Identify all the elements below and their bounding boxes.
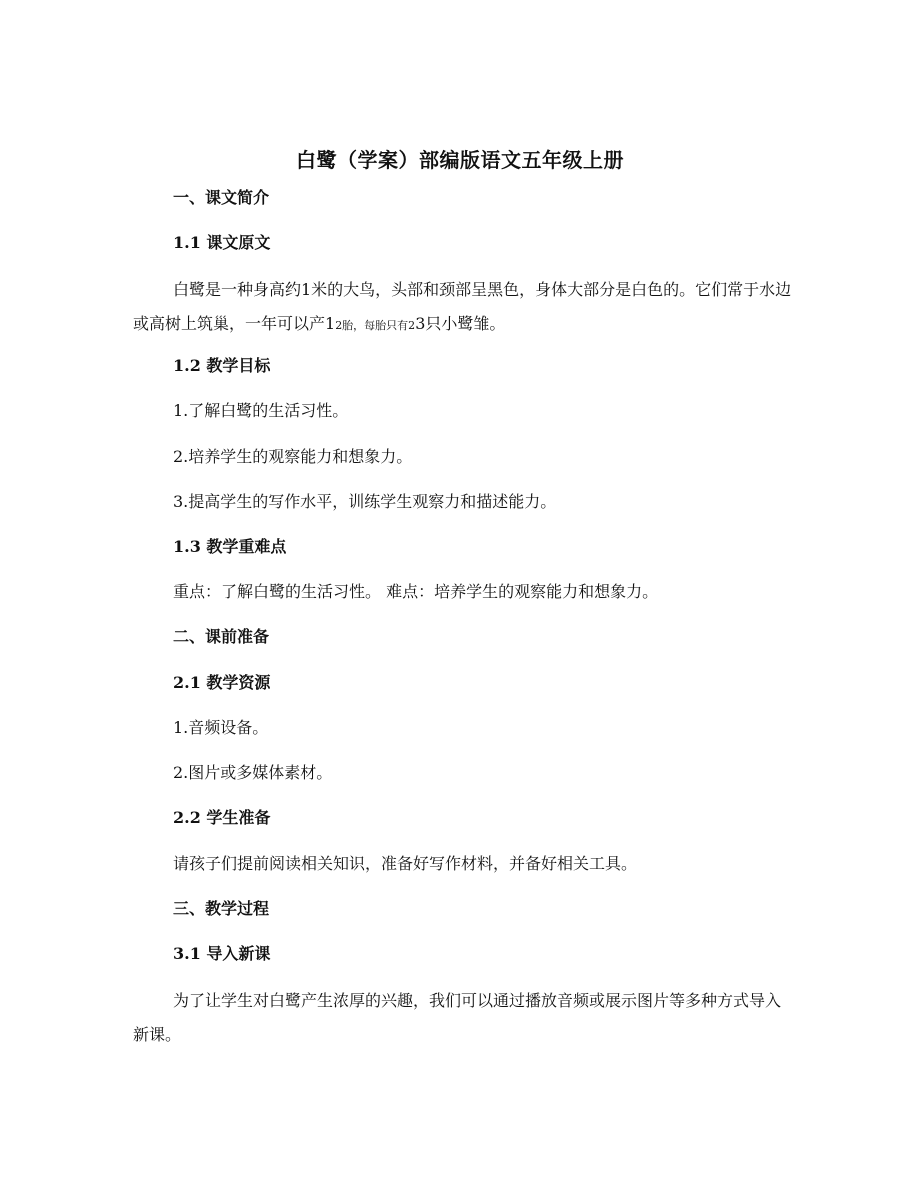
section-1-1-heading: 1.1 课文原文 — [173, 233, 271, 252]
goal-item: 1.了解白鹭的生活习性。 — [173, 401, 349, 420]
section-3-1-heading: 3.1 导入新课 — [173, 944, 271, 963]
section-1-1-text-b: 3只小鹭雏。 — [415, 314, 506, 333]
section-2-heading: 二、课前准备 — [173, 627, 270, 646]
section-1-heading: 一、课文简介 — [173, 188, 270, 207]
section-3-heading: 三、教学过程 — [173, 899, 270, 918]
section-2-1-heading: 2.1 教学资源 — [173, 673, 271, 692]
section-1-2-heading: 1.2 教学目标 — [173, 356, 271, 375]
goal-item: 3.提高学生的写作水平，训练学生观察力和描述能力。 — [173, 492, 557, 511]
goal-item: 2.培养学生的观察能力和想象力。 — [173, 447, 413, 466]
document-title: 白鹭（学案）部编版语文五年级上册 — [296, 148, 624, 172]
section-1-1-text — [133, 273, 793, 343]
resource-item: 1.音频设备。 — [173, 718, 269, 737]
section-1-3-text: 重点：了解白鹭的生活习性。 难点：培养学生的观察能力和想象力。 — [173, 582, 659, 601]
section-1-1-text-small: 2胎，每胎只有2 — [335, 319, 416, 332]
section-1-1-text-a: 白鹭是一种身高约1米的大鸟，头部和颈部呈黑色，身体大部分是白色的。它们常于水边或高树上筑巢，一年可以产1 — [133, 280, 792, 333]
section-3-1-text: 为了让学生对白鹭产生浓厚的兴趣，我们可以通过播放音频或展示图片等多种方式导入新课。 — [133, 991, 782, 1044]
section-1-3-heading: 1.3 教学重难点 — [173, 537, 287, 556]
section-2-2-text: 请孩子们提前阅读相关知识，准备好写作材料，并备好相关工具。 — [173, 854, 638, 873]
resource-item: 2.图片或多媒体素材。 — [173, 763, 333, 782]
section-2-2-heading: 2.2 学生准备 — [173, 808, 271, 827]
